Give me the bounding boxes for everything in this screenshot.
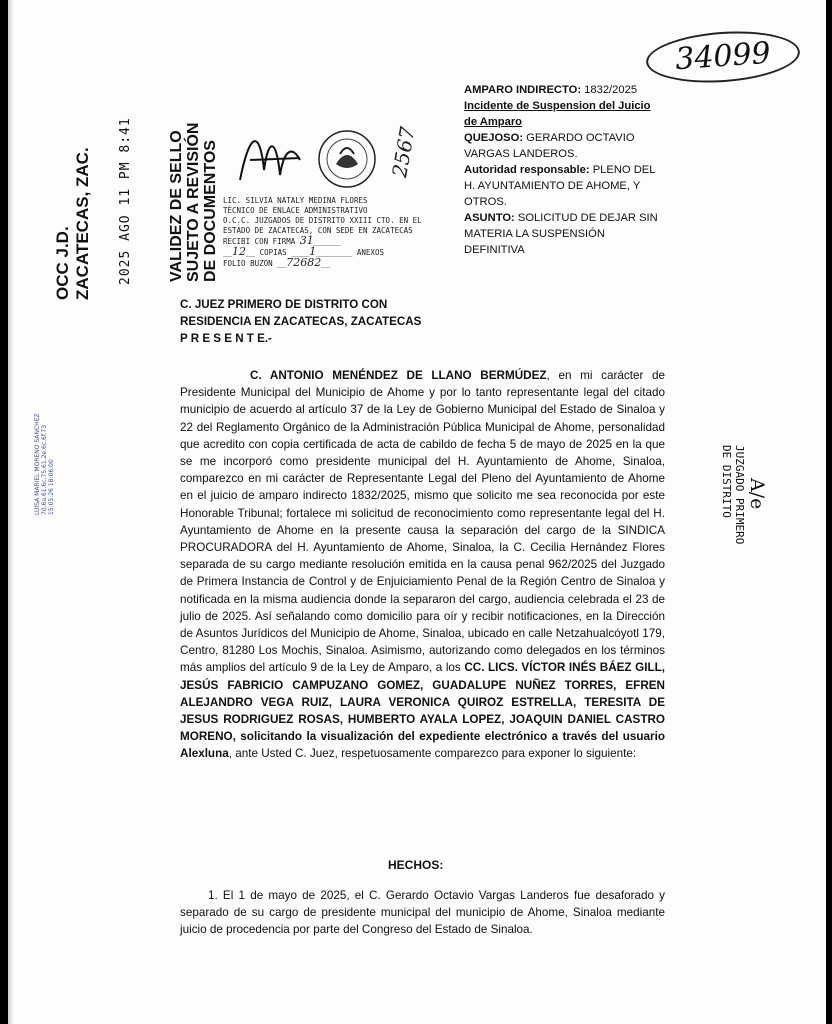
- delegates-list: CC. LICS. VÍCTOR INÉS BÁEZ GILL, JESÚS FABRICIO CAMPUZANO GOMEZ, GUADALUPE NUÑEZ TORRES, EFREN ALEJANDRO VEGA RUIZ, LAURA VERONICA QUIROZ ESTRELLA, TERESITA DE JESUS RODRIGUEZ ROSAS, HUMBERTO AYALA LOPEZ, JOAQUIN DANIEL CASTRO MORENO, solicitando la visualización del expediente electrónico a través del usuario Alexluna: [180, 661, 665, 761]
- hechos-heading: HECHOS:: [388, 858, 444, 872]
- document-page: [8, 0, 826, 1024]
- electronic-signature-note: LUISA MARIEL MORENO SÁNCHEZ 70.6a.61.6c.75.61.2e.6c.6f.73 15:05:26 18:06:00: [34, 413, 55, 515]
- body-paragraph: C. ANTONIO MENÉNDEZ DE LLANO BERMÚDEZ, en mi carácter de Presidente Municipal del Municipio de Ahome y por lo tanto representante legal del citado municipio de acuerdo al artículo 37 de la Ley de Gobierno Municipal del Estado de Sinaloa y 22 del Reglamento Orgánico de la Administración Pública Municipal de Ahome, personalidad que acredito con copia certificada de acta de cabildo de fecha 5 de mayo de 2025 en la que se me incorporó como presidente municipal del H. Ayuntamiento de Ahome, Sinaloa, comparezco en mi carácter de Representante Legal del Pleno del Ayuntamiento de Ahome en el juicio de amparo indirecto 1832/2025, mismo que solicito me sea reconocida por este Honorable Tribunal; fortalece mi solicitud de reconocimiento como representante legal del H. Ayuntamiento de Ahome en la presente causa la separación del cargo de la SINDICA PROCURADORA del H. Ayuntamiento de Ahome, Sinaloa, la C. Cecilia Hernández Flores separada de su cargo mediante resolución emitida en la causa penal 962/2025 del Juzgado de Primera Instancia de Control y de Enjuiciamiento Penal de la Región Centro de Sinaloa y notificada en la misma audiencia donde la separaron del cargo, audiencia celebrada el 23 de julio de 2025. Así señalando como domicilio para oír y recibir notificaciones, en la Dirección de Asuntos Jurídicos del Municipio de Ahome, Sinaloa, ubicado en calle Netzahualcóyotl 179, Centro, 81280 Los Mochis, Sinaloa. Asimismo, autorizando como delegados en los términos más amplios del artículo 9 de la Ley de Amparo, a los CC. LICS. VÍCTOR INÉS BÁEZ GILL, JESÚS FABRICIO CAMPUZANO GOMEZ, GUADALUPE NUÑEZ TORRES, EFREN ALEJANDRO VEGA RUIZ, LAURA VERONICA QUIROZ ESTRELLA, TERESITA DE JESUS RODRIGUEZ ROSAS, HUMBERTO AYALA LOPEZ, JOAQUIN DANIEL CASTRO MORENO, solicitando la visualización del expediente electrónico a través del usuario Alexluna, ante Usted C. Juez, respetuosamente comparezco para exponer lo siguiente:: [180, 369, 665, 761]
- incidente-title: Incidente de Suspension del Juicio de Amparo: [464, 100, 651, 128]
- validity-stamp: VALIDEZ DE SELLO SUJETO A REVISIÓN DE DOCUMENTOS: [168, 122, 219, 282]
- handwritten-stamp-number: 34099: [644, 27, 801, 88]
- signature: [230, 120, 310, 200]
- received-datetime-stamp: 2025 AGO 11 PM 8:41: [118, 117, 133, 285]
- petitioner-name: C. ANTONIO MENÉNDEZ DE LLANO BERMÚDEZ: [250, 369, 547, 382]
- page-edge-shadow: [8, 0, 14, 1024]
- occ-stamp: OCC J.D. ZACATECAS, ZAC.: [53, 147, 92, 300]
- handwritten-initials: A/e: [746, 478, 768, 510]
- case-header: AMPARO INDIRECTO: 1832/2025 Incidente de Suspension del Juicio de Amparo QUEJOSO: GERARDO OCTAVIO VARGAS LANDEROS. Autoridad responsable: PLENO DEL H. AYUNTAMIENTO DE AHOME, Y OTROS. ASUNTO: SOLICITUD DE DEJAR SIN MATERIA LA SUSPENSIÓN DEFINITIVA: [464, 82, 664, 258]
- addressee: C. JUEZ PRIMERO DE DISTRITO CON RESIDENCIA EN ZACATECAS, ZACATECAS P R E S E N T E.-: [180, 298, 422, 345]
- juzgado-stamp: JUZGADO PRIMERO DE DISTRITO: [720, 445, 746, 545]
- reception-stamp: LIC. SILVIA NATALY MEDINA FLORES TÉCNICO DE ENLACE ADMINISTRATIVO O.C.C. JUZGADOS DE DISTRITO XXIII CTO. EN EL ESTADO DE ZACATECAS, CON SEDE EN ZACATECAS RECIBI CON FIRMA 31______ __12__ COPIAS ____1________ ANEXOS FOLIO BUZON __72682__: [223, 196, 422, 269]
- handwritten-number: 2567: [387, 124, 420, 180]
- fact-1: 1. El 1 de mayo de 2025, el C. Gerardo Octavio Vargas Landeros fue desaforado y separado de su cargo de presidente municipal del municipio de Ahome, Sinaloa mediante juicio de procedencia por parte del Congreso del Estado de Sinaloa.: [180, 889, 665, 937]
- coat-of-arms-seal: [316, 128, 378, 190]
